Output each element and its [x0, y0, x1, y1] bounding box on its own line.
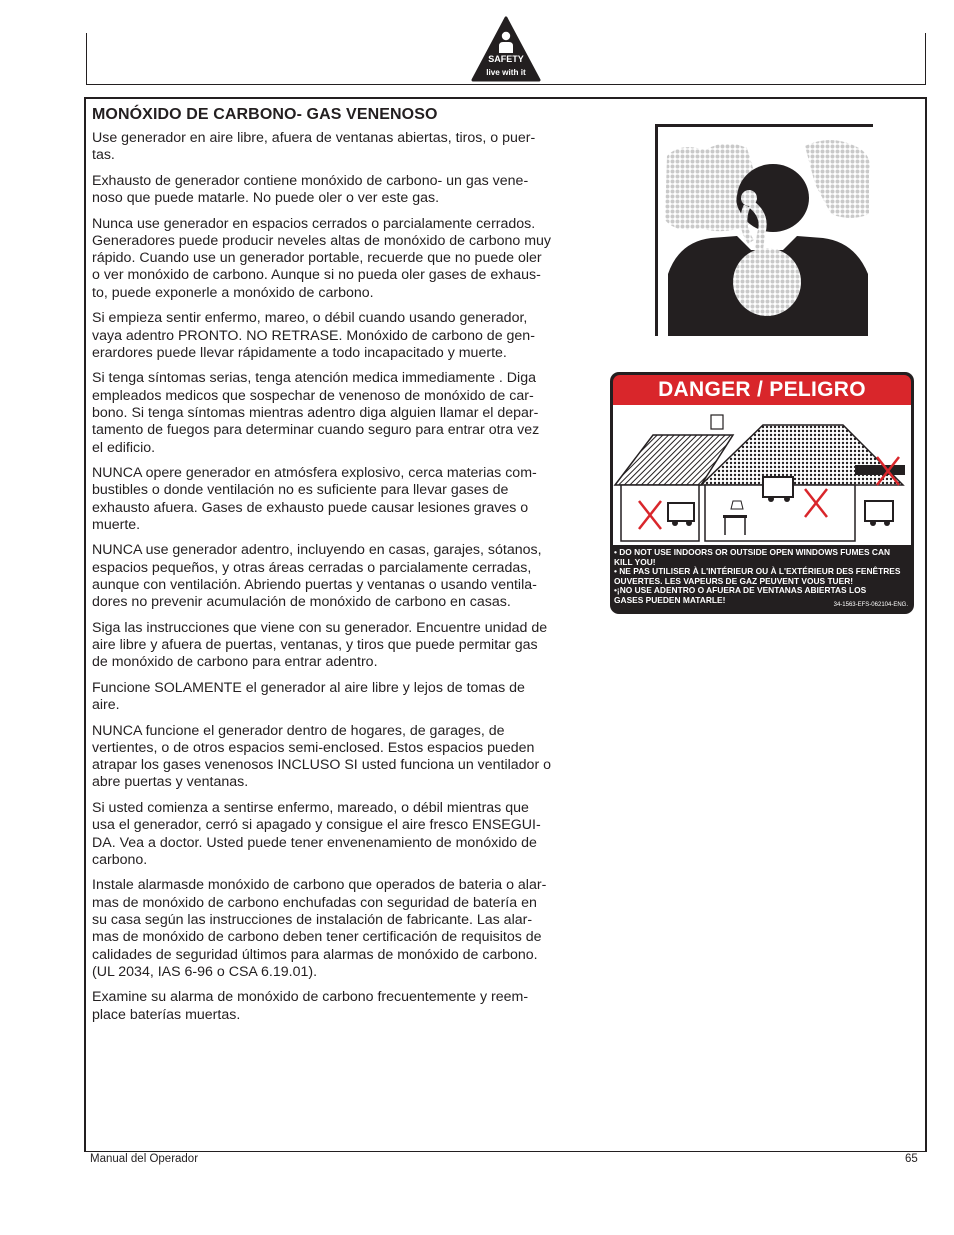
body-paragraph: Examine su alarma de monóxido de carbono frecuentemente y reem- place baterías muertas. — [92, 989, 529, 1023]
warning-line: • NE PAS UTILISER À L'INTÉRIEUR OU À L'EXTÉRIEUR DES FENÊTRES OUVERTES. LES VAPEURS DE GAZ PEUVENT VOUS TUER! — [614, 566, 901, 586]
safety-logo-line1: SAFETY — [488, 54, 524, 64]
body-paragraph: Siga las instrucciones que viene con su generador. Encuentre unidad de aire libre y afuera de puertas, ventanas, y tiros que puede permitar gas de monóxido de carbono para entrar adentro. — [92, 619, 548, 671]
body-paragraph: Si usted comienza a sentirse enfermo, mareado, o débil mientras que usa el generador, cerró si apagado y consigue el aire fresco ENSEGUI- DA. Vea a doctor. Usted puede tener envenenamiento de monóxido de carbono. — [92, 799, 541, 868]
paragraph-list — [92, 130, 600, 1024]
body-paragraph: Use generador en aire libre, afuera de ventanas abiertas, tiros, o puer- tas. — [92, 130, 536, 164]
co-section — [92, 106, 600, 1032]
body-paragraph: Instale alarmasde monóxido de carbono que operados de bateria o alar- mas de monóxido de carbono enchufadas con seguridad de batería en su casa según las instrucciones de instalación de fabricante. Las alar- mas de monóxido de carbono deben tener certificación de requisitos de calidades de seguridad últimos para alarmas de monóxido de carbono. (UL 2034, IAS 6-96 o CSA 6.19.01). — [92, 877, 547, 980]
danger-title: DANGER / PELIGRO — [613, 375, 911, 405]
danger-warnings — [614, 548, 910, 606]
warning-line: • DO NOT USE INDOORS OR OUTSIDE OPEN WINDOWS FUMES CAN KILL YOU! — [614, 547, 891, 567]
safety-logo-line2: live with it — [486, 68, 526, 77]
footer-manual-title: Manual del Operador — [90, 1153, 199, 1165]
chimney — [711, 415, 723, 429]
label-part-code: 34-1563-EFS-062104-ENG. — [833, 602, 908, 608]
header-rule-right — [925, 33, 926, 85]
safety-logo — [471, 16, 541, 82]
warning-line: •¡NO USE ADENTRO O AFUERA DE VENTANAS ABIERTAS LOS GASES PUEDEN MATARLE! — [614, 585, 867, 605]
house-generator-scene — [613, 405, 911, 545]
person-icon — [502, 32, 510, 40]
body-paragraph: Funcione SOLAMENTE el generador al aire libre y lejos de tomas de aire. — [92, 679, 525, 714]
body-paragraph: Exhausto de generador contiene monóxido de carbono- un gas vene- noso que puede matarle. No puede oler o ver este gas. — [92, 172, 529, 207]
body-paragraph: Si empieza sentir enfermo, mareo, o débil cuando usando generador, vaya adentro PRONTO. NO RETRASE. Monóxido de carbono de gen- erardores puede llevar rápidamente a todo incapacitado y muerte. — [92, 310, 535, 361]
lungs-circle — [733, 248, 801, 316]
section-title: MONÓXIDO DE CARBONO- GAS VENENOSO — [92, 106, 438, 123]
generator-icon — [865, 501, 893, 526]
body-paragraph: NUNCA use generador adentro, incluyendo en casas, garajes, sótanos, espacios pequeños, y otras áreas cerradas o parcialamente cerradas, aunque con ventilación. Abriendo puertas y ventanas o usando ventila- dores no prevenir acumulación de monóxido de carbono en casas. — [92, 542, 542, 611]
danger-label — [610, 372, 914, 614]
carbon-monoxide-pictogram — [655, 124, 875, 336]
body-paragraph: Si tenga síntomas serias, tenga atención medica immediamente . Diga empleados medicos que sospechar de venenoso de monóxido de car- bono. Si tenga síntomas mientras adentro diga alguien llamar el depar- tamento de fuegos para determinar cuando seguro para entrar otra vez el edificio. — [92, 370, 540, 456]
body-paragraph: NUNCA funcione el generador dentro de hogares, de garages, de vertientes, o de otros espacios semi-enclosed. Estos espacios pueden atrapar los gases venenosos INCLUSO SI usted funciona un ventilador o abre puertas y ventanas. — [92, 722, 551, 791]
header-rule-bottom — [86, 84, 926, 85]
body-paragraph: Nunca use generador en espacios cerrados o parcialamente cerrados. Generadores puede producir neveles altas de monóxido de carbono muy rápido. Cuando use un generador portable, recuerde que no puede oler o ver monóxido de carbono. Aunque si no pueda oler gases de exhaus- to, puede exponerle a monóxido de carbono. — [92, 215, 552, 301]
page-number: 65 — [905, 1153, 918, 1165]
header-rule-left — [86, 33, 87, 85]
house-roof — [701, 425, 903, 485]
body-paragraph: NUNCA opere generador en atmósfera explosivo, cerca materias com- bustibles o donde ventilación no es suficiente para llevar gases de exhausto afuera. Gases de exhausto puede causar lesiones graves o muerte. — [92, 464, 537, 533]
